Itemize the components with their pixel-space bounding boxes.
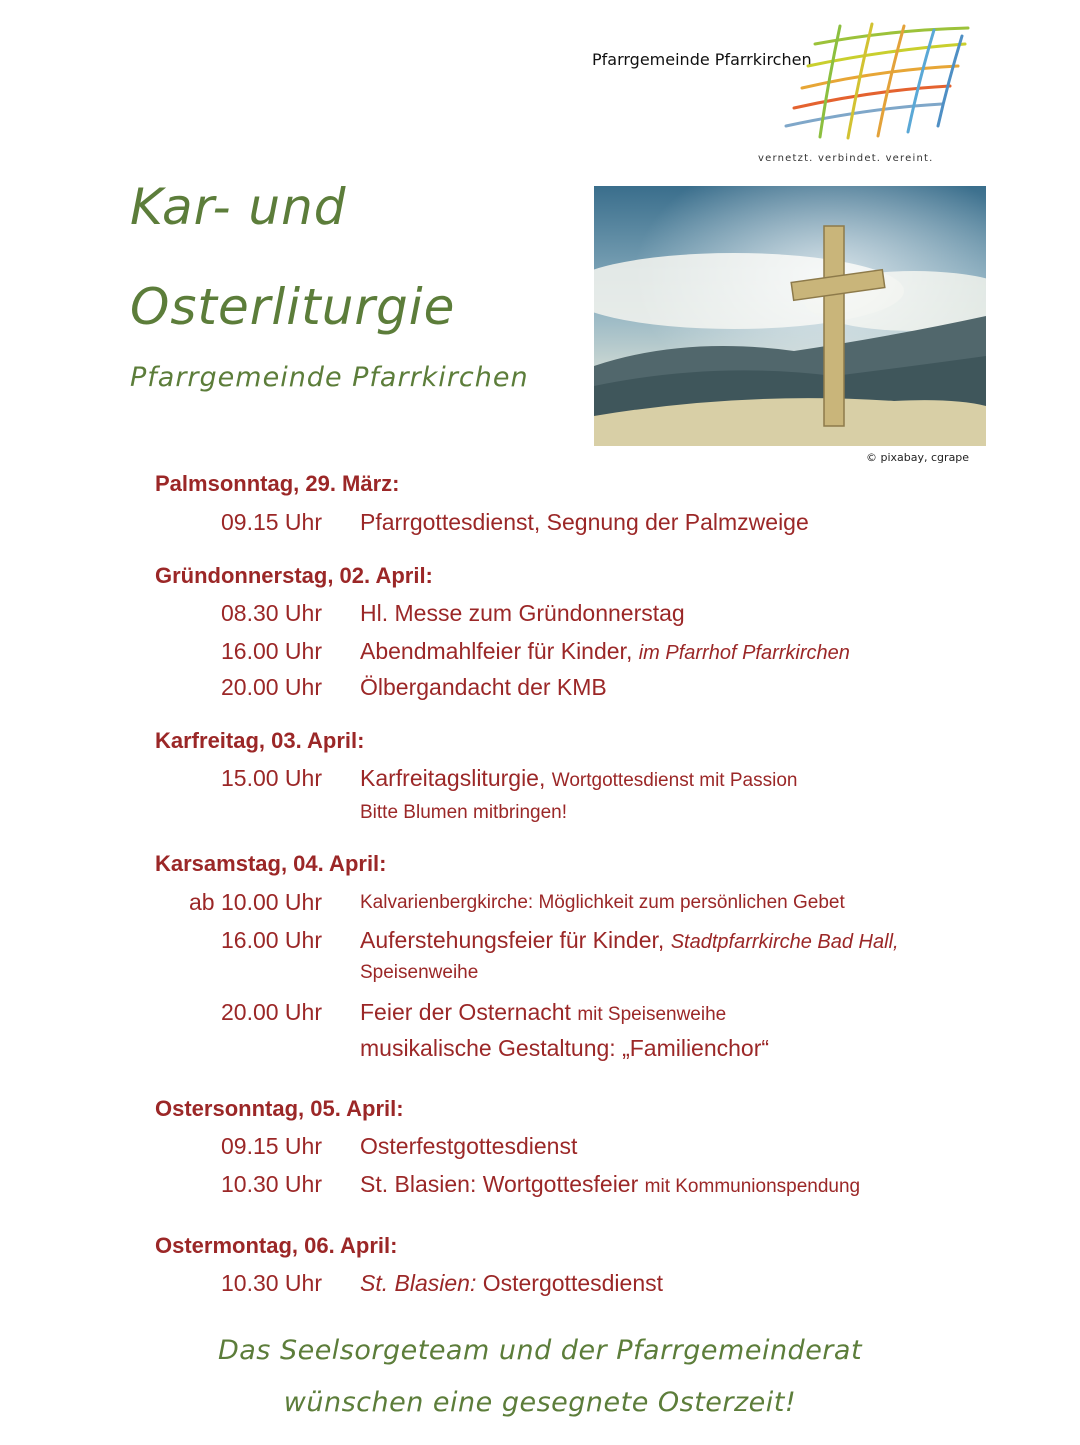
day-heading: Karfreitag, 03. April: <box>155 728 365 753</box>
closing-line2: wünschen eine gesegnete Osterzeit! <box>283 1387 797 1418</box>
event-time: 09.15 Uhr <box>220 1133 322 1159</box>
event-time: 09.15 Uhr <box>220 509 322 535</box>
event-main-text: Ostergottesdienst <box>482 1270 663 1296</box>
parish-logo <box>780 22 970 142</box>
event-description <box>360 765 797 792</box>
day-heading: Gründonnerstag, 02. April: <box>155 563 433 588</box>
event-main-text: Karfreitagsliturgie, <box>360 765 546 791</box>
header-org-name: Pfarrgemeinde Pfarrkirchen <box>592 50 812 69</box>
page-subtitle: Pfarrgemeinde Pfarrkirchen <box>130 362 529 393</box>
day-heading: Ostermontag, 06. April: <box>155 1233 398 1258</box>
event-description <box>360 999 726 1026</box>
event-main-text: Abendmahlfeier für Kinder, <box>360 638 633 664</box>
event-time: 10.30 Uhr <box>220 1171 322 1197</box>
cross-photo <box>594 186 986 446</box>
event-note: Speisenweihe <box>360 962 479 983</box>
event-description <box>360 1270 663 1297</box>
header-tagline: vernetzt. verbindet. vereint. <box>758 153 934 164</box>
closing-line1: Das Seelsorgeteam und der Pfarrgemeinderat <box>217 1335 863 1366</box>
day-heading: Ostersonntag, 05. April: <box>155 1096 404 1121</box>
event-note: musikalische Gestaltung: „Familienchor“ <box>360 1035 770 1061</box>
event-description: Pfarrgottesdienst, Segnung der Palmzweige <box>360 509 809 535</box>
event-time: 16.00 Uhr <box>220 927 322 953</box>
event-description <box>360 1171 860 1198</box>
event-description: Osterfestgottesdienst <box>360 1133 578 1159</box>
event-main-text: St. Blasien: Wortgottesfeier <box>360 1171 639 1197</box>
event-description: Kalvarienbergkirche: Möglichkeit zum persönlichen Gebet <box>360 892 845 913</box>
event-description <box>360 638 850 665</box>
event-detail: Wortgottesdienst mit Passion <box>551 770 798 791</box>
photo-credit: © pixabay, cgrape <box>866 451 970 464</box>
day-heading: Karsamstag, 04. April: <box>155 851 387 876</box>
event-main-text: Feier der Osternacht <box>360 999 571 1025</box>
event-time: 08.30 Uhr <box>220 600 322 626</box>
event-time: 20.00 Uhr <box>220 999 322 1025</box>
event-main-text: Auferstehungsfeier für Kinder, <box>360 927 665 953</box>
page-title-line1: Kar- und <box>130 178 347 236</box>
event-location: Stadtpfarrkirche Bad Hall, <box>670 931 899 953</box>
event-time: 10.30 Uhr <box>220 1270 322 1296</box>
event-time: ab 10.00 Uhr <box>189 889 322 915</box>
event-description <box>360 927 899 954</box>
page-title-line2: Osterliturgie <box>130 278 456 336</box>
event-description: Hl. Messe zum Gründonnerstag <box>360 600 685 626</box>
event-detail: mit Kommunionspendung <box>644 1176 861 1197</box>
event-detail: mit Speisenweihe <box>577 1004 727 1025</box>
event-location: im Pfarrhof Pfarrkirchen <box>638 642 850 664</box>
event-description: Ölbergandacht der KMB <box>360 674 607 700</box>
event-location: St. Blasien: <box>360 1270 477 1296</box>
event-note: Bitte Blumen mitbringen! <box>360 802 567 823</box>
event-time: 20.00 Uhr <box>220 674 322 700</box>
day-heading: Palmsonntag, 29. März: <box>155 471 400 496</box>
event-time: 16.00 Uhr <box>220 638 322 664</box>
event-time: 15.00 Uhr <box>220 765 322 791</box>
